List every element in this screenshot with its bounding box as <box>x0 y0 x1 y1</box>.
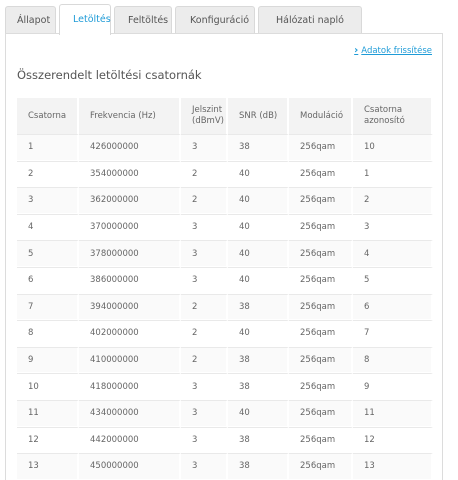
cell-snr: 38 <box>228 347 289 374</box>
cell-modulation: 256qam <box>289 373 353 400</box>
cell-frequency: 434000000 <box>79 400 181 427</box>
cell-snr: 38 <box>228 427 289 454</box>
cell-frequency: 354000000 <box>79 161 181 188</box>
column-header-channel-id: Csatorna azonosító <box>353 98 433 134</box>
table-row <box>17 400 433 427</box>
tab-letoltes[interactable]: Letöltés <box>59 4 111 35</box>
table-row <box>17 320 433 347</box>
cell-channel-id: 13 <box>353 453 433 480</box>
cell-channel: 7 <box>17 294 79 321</box>
cell-channel: 5 <box>17 240 79 267</box>
cell-channel: 2 <box>17 161 79 188</box>
cell-channel-id: 1 <box>353 161 433 188</box>
cell-modulation: 256qam <box>289 240 353 267</box>
cell-snr: 40 <box>228 400 289 427</box>
table-row <box>17 427 433 454</box>
table-row <box>17 161 433 188</box>
table-row <box>17 214 433 241</box>
column-header-power: Jelszint (dBmV) <box>181 98 228 134</box>
refresh-link[interactable] <box>354 45 432 56</box>
cell-frequency: 402000000 <box>79 320 181 347</box>
cell-snr: 38 <box>228 294 289 321</box>
cell-snr: 38 <box>228 373 289 400</box>
chevron-right-icon: › <box>354 45 359 56</box>
cell-snr: 40 <box>228 187 289 214</box>
table-row <box>17 134 433 161</box>
cell-snr: 40 <box>228 320 289 347</box>
cell-modulation: 256qam <box>289 320 353 347</box>
cell-snr: 40 <box>228 214 289 241</box>
cell-power: 2 <box>181 187 228 214</box>
cell-channel: 13 <box>17 453 79 480</box>
cell-power: 3 <box>181 267 228 294</box>
cell-modulation: 256qam <box>289 187 353 214</box>
cell-power: 2 <box>181 294 228 321</box>
cell-frequency: 362000000 <box>79 187 181 214</box>
tab-bar <box>5 3 365 34</box>
cell-modulation: 256qam <box>289 161 353 188</box>
column-header-channel: Csatorna <box>17 98 79 134</box>
cell-channel: 9 <box>17 347 79 374</box>
cell-snr: 38 <box>228 453 289 480</box>
section-title: Összerendelt letöltési csatornák <box>17 68 202 82</box>
cell-channel-id: 9 <box>353 373 433 400</box>
cell-frequency: 410000000 <box>79 347 181 374</box>
cell-snr: 40 <box>228 240 289 267</box>
cell-frequency: 378000000 <box>79 240 181 267</box>
table-row <box>17 187 433 214</box>
table-row <box>17 294 433 321</box>
cell-power: 3 <box>181 134 228 161</box>
cell-channel-id: 6 <box>353 294 433 321</box>
cell-channel-id: 10 <box>353 134 433 161</box>
cell-channel-id: 2 <box>353 187 433 214</box>
cell-frequency: 450000000 <box>79 453 181 480</box>
downstream-channels-table <box>17 98 433 480</box>
cell-power: 3 <box>181 400 228 427</box>
cell-power: 2 <box>181 161 228 188</box>
cell-modulation: 256qam <box>289 400 353 427</box>
cell-snr: 40 <box>228 161 289 188</box>
table-row <box>17 347 433 374</box>
cell-snr: 38 <box>228 134 289 161</box>
table-body <box>17 134 433 480</box>
cell-channel: 6 <box>17 267 79 294</box>
cell-frequency: 386000000 <box>79 267 181 294</box>
cell-frequency: 394000000 <box>79 294 181 321</box>
cell-channel-id: 4 <box>353 240 433 267</box>
table-row <box>17 373 433 400</box>
cell-frequency: 442000000 <box>79 427 181 454</box>
tab-feltoltes[interactable]: Feltöltés <box>114 6 172 34</box>
cell-snr: 40 <box>228 267 289 294</box>
tab-halozati-naplo[interactable]: Hálózati napló <box>258 6 362 34</box>
column-header-modulation: Moduláció <box>289 98 353 134</box>
cell-power: 3 <box>181 240 228 267</box>
cell-modulation: 256qam <box>289 294 353 321</box>
cell-power: 2 <box>181 320 228 347</box>
cell-power: 3 <box>181 373 228 400</box>
cell-modulation: 256qam <box>289 267 353 294</box>
table-header-row <box>17 98 433 134</box>
cell-modulation: 256qam <box>289 427 353 454</box>
cell-channel-id: 7 <box>353 320 433 347</box>
cell-frequency: 426000000 <box>79 134 181 161</box>
cell-frequency: 418000000 <box>79 373 181 400</box>
cell-channel-id: 3 <box>353 214 433 241</box>
cell-modulation: 256qam <box>289 214 353 241</box>
cell-power: 2 <box>181 347 228 374</box>
cell-power: 3 <box>181 214 228 241</box>
cell-power: 3 <box>181 453 228 480</box>
cell-frequency: 370000000 <box>79 214 181 241</box>
tab-konfiguracio[interactable]: Konfiguráció <box>175 6 255 34</box>
cell-channel-id: 8 <box>353 347 433 374</box>
cell-modulation: 256qam <box>289 453 353 480</box>
cell-power: 3 <box>181 427 228 454</box>
column-header-snr: SNR (dB) <box>228 98 289 134</box>
cell-modulation: 256qam <box>289 347 353 374</box>
cell-channel-id: 11 <box>353 400 433 427</box>
cell-channel-id: 5 <box>353 267 433 294</box>
column-header-frequency: Frekvencia (Hz) <box>79 98 181 134</box>
cell-channel: 11 <box>17 400 79 427</box>
cell-channel-id: 12 <box>353 427 433 454</box>
cell-channel: 12 <box>17 427 79 454</box>
cell-channel: 3 <box>17 187 79 214</box>
cell-modulation: 256qam <box>289 134 353 161</box>
cell-channel: 4 <box>17 214 79 241</box>
table-row <box>17 453 433 480</box>
refresh-link-label[interactable]: Adatok frissítése <box>361 45 432 56</box>
table-row <box>17 240 433 267</box>
cell-channel: 1 <box>17 134 79 161</box>
table-row <box>17 267 433 294</box>
cell-channel: 8 <box>17 320 79 347</box>
content-panel <box>5 33 443 480</box>
cell-channel: 10 <box>17 373 79 400</box>
tab-allapot[interactable]: Állapot <box>5 6 56 34</box>
